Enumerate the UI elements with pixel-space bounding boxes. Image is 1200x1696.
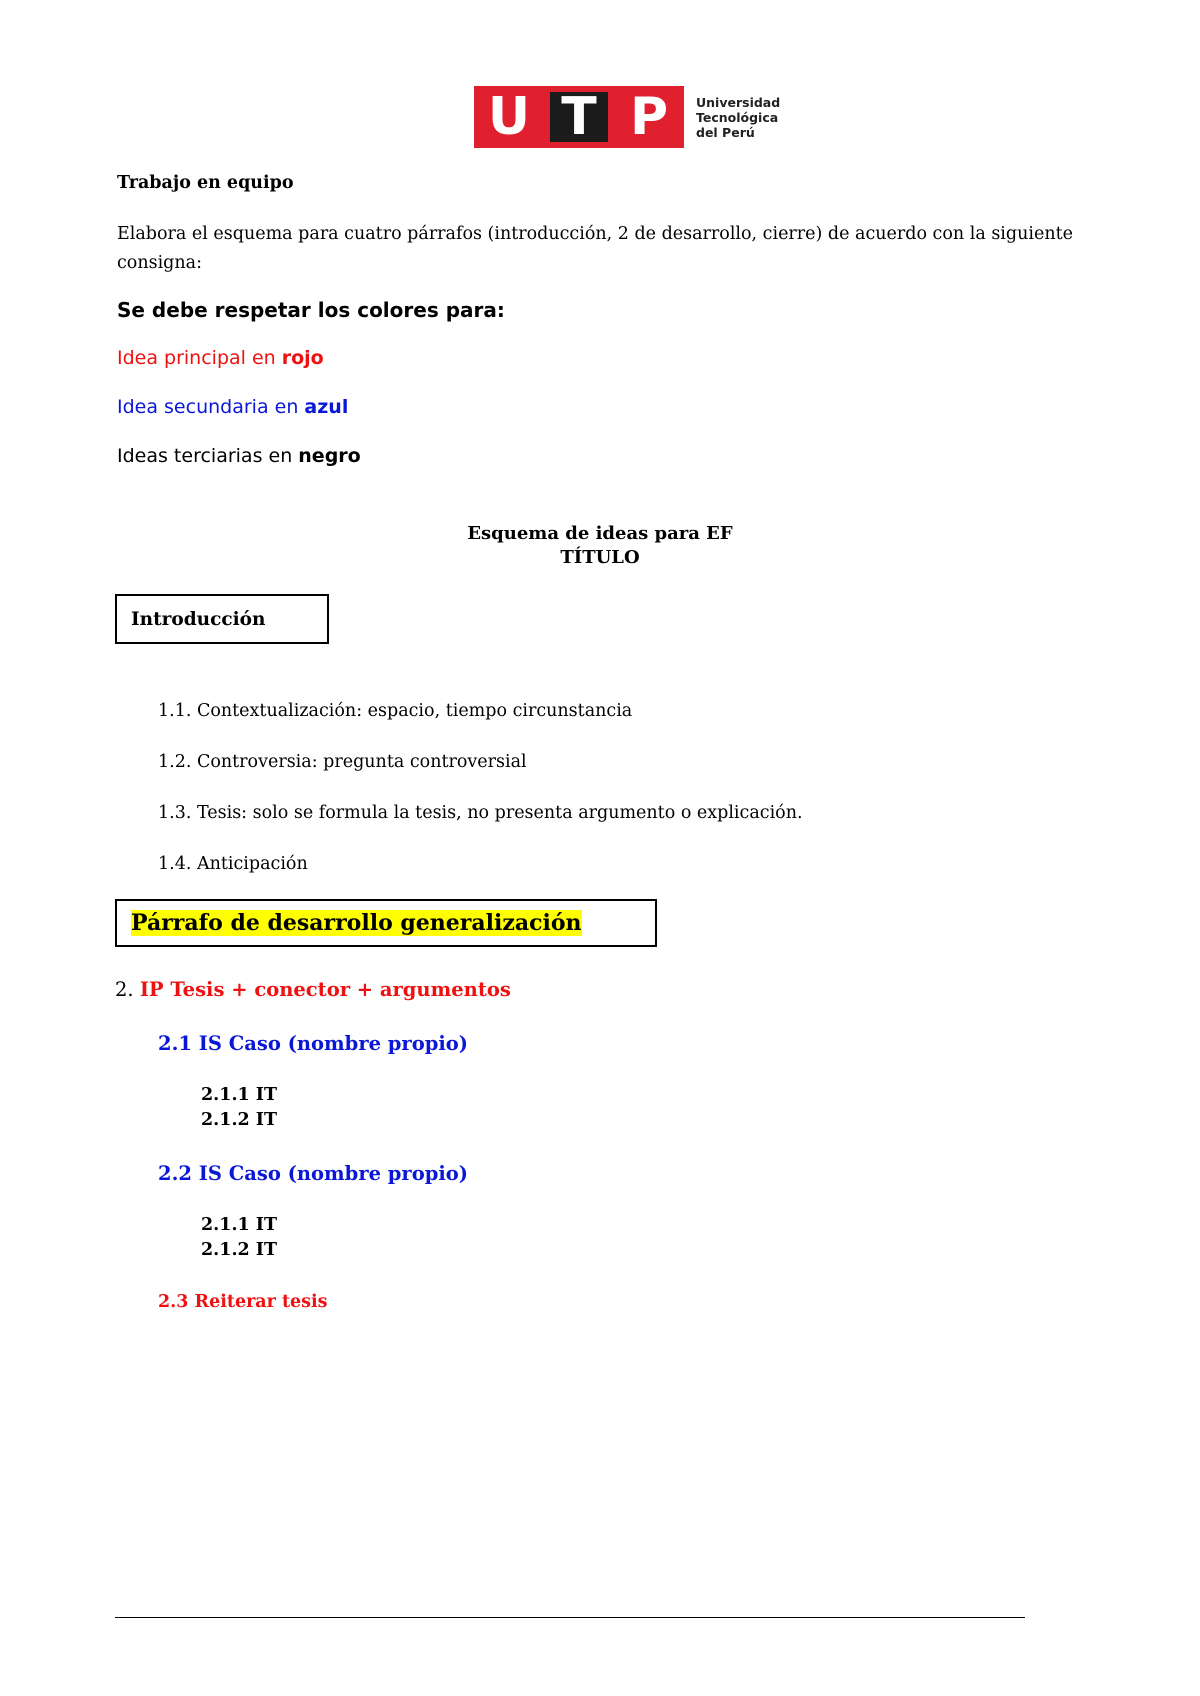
is-line-2: 2.2 IS Caso (nombre propio) [158,1162,468,1185]
it-line-1-1: 2.1.1 IT [201,1085,278,1105]
assignment-title: Trabajo en equipo [117,173,294,193]
rule-terciaria [117,443,361,469]
ip-line [115,977,511,1003]
colors-heading: Se debe respetar los colores para: [117,298,505,322]
intro-item-4: 1.4. Anticipación [158,854,308,874]
logo-text-line-1: Universidad [696,94,781,110]
intro-item-1: 1.1. Contextualización: espacio, tiempo circunstancia [158,701,633,721]
rule-secundaria-text: Idea secundaria en [117,396,305,418]
intro-item-2: 1.2. Controversia: pregunta controversial [158,752,527,772]
footer-rule [115,1617,1025,1618]
scheme-title: Esquema de ideas para EF [467,523,733,544]
logo-text-line-2: Tecnológica [696,109,779,125]
rule-terciaria-color-word: negro [298,445,361,467]
it-line-1-2: 2.1.2 IT [201,1110,278,1130]
rule-principal-color-word: rojo [281,347,324,369]
ip-text: IP Tesis + conector + argumentos [139,978,511,1001]
reiterar-tesis: 2.3 Reiterar tesis [158,1292,328,1312]
utp-logo [474,86,780,148]
introduccion-box [115,594,329,644]
scheme-subtitle: TÍTULO [560,547,640,568]
logo-text-line-3: del Perú [696,124,755,140]
is-line-1: 2.1 IS Caso (nombre propio) [158,1032,468,1055]
desarrollo-box-label: Párrafo de desarrollo generalización [131,910,582,936]
rule-terciaria-text: Ideas terciarias en [117,445,299,467]
introduccion-box-label: Introducción [131,608,266,630]
logo-letter-p: P [629,87,669,147]
rule-principal [117,345,324,371]
instructions-line-1: Elabora el esquema para cuatro párrafos (introducción, 2 de desarrollo, cierre) de acuerdo con la siguiente [117,224,1073,244]
rule-principal-text: Idea principal en [117,347,282,369]
logo-letter-u: U [487,87,531,147]
utp-logo-mark [474,86,684,148]
it-line-2-2: 2.1.2 IT [201,1240,278,1260]
desarrollo-box [115,899,657,947]
intro-item-3: 1.3. Tesis: solo se formula la tesis, no presenta argumento o explicación. [158,803,803,823]
instructions-line-2: consigna: [117,253,202,273]
ip-number: 2. [115,978,134,1001]
utp-logo-text [696,95,780,140]
rule-secundaria [117,394,348,420]
logo-letter-t: T [550,92,608,142]
it-line-2-1: 2.1.1 IT [201,1215,278,1235]
rule-secundaria-color-word: azul [304,396,349,418]
